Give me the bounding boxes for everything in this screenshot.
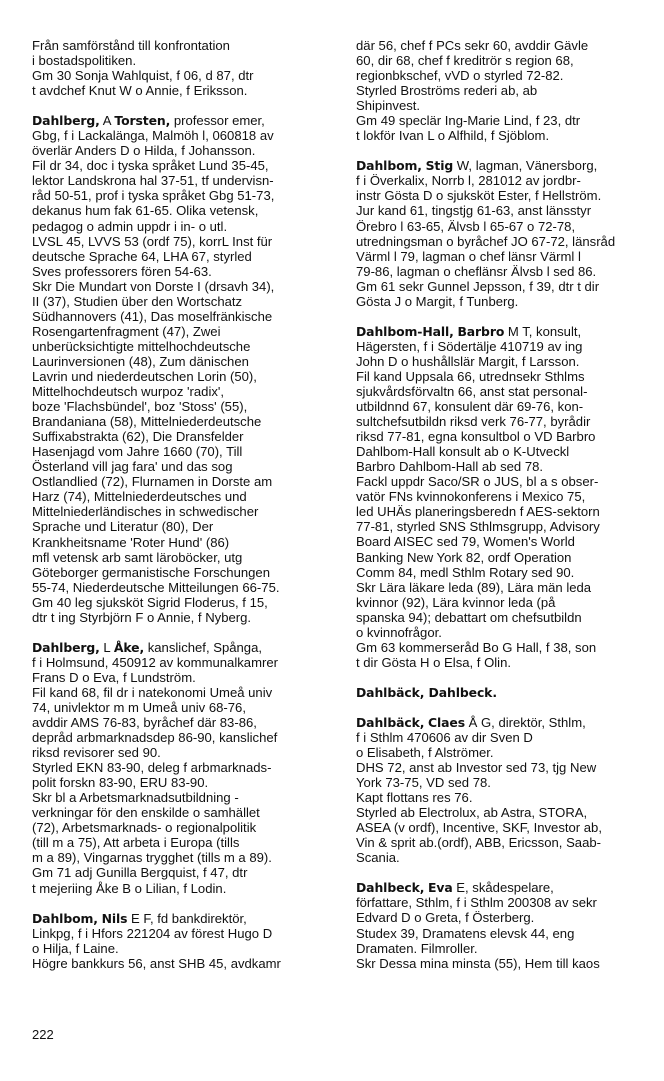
entry-title: professor emer, xyxy=(173,113,265,129)
text-line: Ostlandlied (72), Flurnamen in Dorste am xyxy=(32,474,273,490)
text-line: Jur kand 61, tingstjg 61-63, anst länsstyr xyxy=(356,203,592,219)
text-line: Gm 49 speclär Ing-Marie Lind, f 23, dtr xyxy=(356,113,581,129)
text-line: DHS 72, anst ab Investor sed 73, tjg New xyxy=(356,760,597,776)
text-line: Skr bl a Arbetsmarknadsutbildning - xyxy=(32,790,239,806)
text-line: sultchefsutbildn riksd verk 76-77, byrådir xyxy=(356,414,591,430)
entry-title: kanslichef, Spånga, xyxy=(147,639,263,655)
text-line: Mittelhochdeutsch wurpoz 'radix', xyxy=(32,384,225,400)
surname: Dahlbäck, Dahlbeck. xyxy=(356,684,497,700)
text-line: Dahlbom-Hall konsult ab o K-Utveckl xyxy=(356,444,570,460)
text-line: Gbg, f i Lackalänga, Malmöh l, 060818 av xyxy=(32,128,274,144)
biography-entry xyxy=(32,113,332,625)
text-line: t lokför Ivan L o Alfhild, f Sjöblom. xyxy=(356,128,550,144)
text-line: Örebro l 63-65, Älvsb l 65-67 o 72-78, xyxy=(356,218,576,234)
text-line: Gm 63 kommerseråd Bo G Hall, f 38, son xyxy=(356,639,597,655)
text-line: där 56, chef f PCs sekr 60, avddir Gävle xyxy=(356,38,589,53)
text-line: 77-81, styrled SNS Sthlmsgrupp, Advisory xyxy=(356,519,600,535)
text-line: Linkpg, f i Hfors 221204 av förest Hugo D xyxy=(32,925,273,941)
text-line: o Elisabeth, f Alströmer. xyxy=(356,745,494,761)
text-line: boze 'Flachsbündel', boz 'Stoss' (55), xyxy=(32,399,248,415)
entry-title: W, lagman, Vänersborg, xyxy=(456,158,598,174)
biography-entry xyxy=(32,38,332,98)
entry-heading xyxy=(32,911,332,926)
text-line: led UHÄs planeringsberedn f AES-sektorn xyxy=(356,504,600,520)
left-column xyxy=(32,38,332,986)
text-line: Board AISEC sed 79, Women's World xyxy=(356,534,575,550)
text-line: Skr Lära läkare leda (89), Lära män leda xyxy=(356,579,592,595)
text-line: spanska 94); debattart om chefsutbildn xyxy=(356,609,582,625)
given-initial: A xyxy=(102,113,111,129)
text-line: vatör FNs kvinnokonferens i Mexico 75, xyxy=(356,489,586,505)
text-line: deutsche Sprache 64, LHA 67, styrled xyxy=(32,248,252,264)
text-line: Dramaten. Filmroller. xyxy=(356,940,478,956)
text-line: Österland vill jag fara' und das sog xyxy=(32,459,233,475)
text-line: dtr t ing Styrbjörn F o Annie, f Nyberg. xyxy=(32,609,252,625)
text-line: överlär Anders D o Hilda, f Johansson. xyxy=(32,143,256,159)
text-line: Styrled EKN 83-90, deleg f arbmarknads- xyxy=(32,760,272,776)
text-line: Barbro Dahlbom-Hall ab sed 78. xyxy=(356,459,544,475)
text-line: Gm 40 leg sjuksköt Sigrid Floderus, f 15, xyxy=(32,594,268,610)
text-line: Värml l 79, lagman o chef länsr Värml l xyxy=(356,248,581,264)
entry-heading xyxy=(356,324,656,339)
entry-heading xyxy=(356,715,656,730)
entry-heading xyxy=(356,880,656,895)
text-line: Mittelniederländisches in schwedischer xyxy=(32,504,259,520)
entry-title: M T, konsult, xyxy=(507,323,582,339)
text-line: Gm 30 Sonja Wahlquist, f 06, d 87, dtr xyxy=(32,68,254,84)
text-line: (72), Arbetsmarknads- o regionalpolitik xyxy=(32,820,257,836)
text-line: 60, dir 68, chef f kreditrör s region 68, xyxy=(356,53,574,69)
text-line: Edvard D o Greta, f Österberg. xyxy=(356,910,535,926)
text-line: Från samförstånd till konfrontation xyxy=(32,38,230,53)
text-line: LVSL 45, LVVS 53 (ordf 75), korrL Inst für xyxy=(32,233,273,249)
text-line: mfl vetensk arb samt läroböcker, utg xyxy=(32,549,243,565)
text-line: f i Holmsund, 450912 av kommunalkamrer xyxy=(32,654,278,670)
given-name: Barbro xyxy=(457,323,505,339)
text-line: Shipinvest. xyxy=(356,98,421,114)
biography-entry xyxy=(356,158,656,308)
text-line: Frans D o Eva, f Lundström. xyxy=(32,669,196,685)
text-line: t avdchef Knut W o Annie, f Eriksson. xyxy=(32,83,248,99)
text-line: Styrled ab Electrolux, ab Astra, STORA, xyxy=(356,805,588,821)
biography-entry xyxy=(32,640,332,896)
text-line: 74, univlektor m m Umeå univ 68-76, xyxy=(32,699,246,715)
text-line: ASEA (v ordf), Incentive, SKF, Investor ab, xyxy=(356,820,602,836)
entry-heading xyxy=(356,685,656,700)
text-line: Brandaniana (58), Mittelniederdeutsche xyxy=(32,414,262,430)
text-line: Gösta J o Margit, f Tunberg. xyxy=(356,293,519,309)
text-line: utbildnnd 67, konsulent där 69-76, kon- xyxy=(356,399,584,415)
text-line: Hägersten, f i Södertälje 410719 av ing xyxy=(356,338,583,354)
given-name: Stig xyxy=(425,158,454,174)
surname: Dahlberg, xyxy=(32,639,100,655)
text-line: t dir Gösta H o Elsa, f Olin. xyxy=(356,654,511,670)
text-line: Laurinversionen (48), Zum dänischen xyxy=(32,353,249,369)
text-line: II (37), Studien über den Wortschatz xyxy=(32,293,243,309)
text-line: Südhannovers (41), Das moselfränkische xyxy=(32,308,273,324)
given-name: Torsten, xyxy=(114,113,171,129)
text-line: John D o hushållslär Margit, f Larsson. xyxy=(356,353,580,369)
text-line: avddir AMS 76-83, byråchef där 83-86, xyxy=(32,715,257,731)
text-line: m a 89), Vingarnas trygghet (tills m a 89). xyxy=(32,850,272,866)
text-line: riksd 77-81, egna konsultbol o VD Barbro xyxy=(356,429,596,445)
text-line: polit forskn 83-90, ERU 83-90. xyxy=(32,775,209,791)
text-line: depråd arbmarknadsdep 86-90, kanslichef xyxy=(32,730,278,746)
text-line: Fil dr 34, doc i tyska språket Lund 35-45, xyxy=(32,158,269,174)
entry-heading xyxy=(32,640,332,655)
text-line: Fil kand 68, fil dr i natekonomi Umeå univ xyxy=(32,684,273,700)
text-line: instr Gösta D o sjuksköt Ester, f Hellström. xyxy=(356,188,602,204)
biography-entry xyxy=(32,911,332,971)
given-name: Eva xyxy=(428,880,453,896)
text-line: Sprache und Literatur (80), Der xyxy=(32,519,214,535)
text-line: Rosengartenfragment (47), Zwei xyxy=(32,323,221,339)
text-line: Scania. xyxy=(356,850,400,866)
text-line: Sves professorers fören 54-63. xyxy=(32,263,212,279)
text-line: 79-86, lagman o cheflänsr Älvsb l sed 86. xyxy=(356,263,597,279)
text-line: Banking New York 82, ordf Operation xyxy=(356,549,572,565)
entry-title: Å G, direktör, Sthlm, xyxy=(468,714,586,730)
surname: Dahlbeck, xyxy=(356,880,425,896)
text-line: (till m a 75), Att arbeta i Europa (tills xyxy=(32,835,240,851)
surname: Dahlbom, xyxy=(356,158,422,174)
entry-heading xyxy=(32,113,332,128)
surname: Dahlberg, xyxy=(32,113,100,129)
text-line: Studex 39, Dramatens elevsk 44, eng xyxy=(356,925,575,941)
text-line: 55-74, Niederdeutsche Mitteilungen 66-75. xyxy=(32,579,280,595)
text-line: f i Överkalix, Norrb l, 281012 av jordbr- xyxy=(356,173,581,189)
surname: Dahlbäck, xyxy=(356,714,425,730)
text-line: i bostadspolitiken. xyxy=(32,53,137,69)
entry-title: E, skådespelare, xyxy=(456,880,554,896)
text-line: Styrled Broströms rederi ab, ab xyxy=(356,83,538,99)
right-column xyxy=(356,38,656,986)
biography-entry xyxy=(356,715,656,865)
text-line: råd 50-51, prof i tyska språket Gbg 51-73, xyxy=(32,188,275,204)
biography-entry xyxy=(356,324,656,670)
biography-entry xyxy=(356,38,656,143)
surname: Dahlbom, xyxy=(32,910,98,926)
surname: Dahlbom-Hall, xyxy=(356,323,454,339)
entry-heading xyxy=(356,158,656,173)
given-name: Claes xyxy=(427,714,465,730)
text-line: York 73-75, VD sed 78. xyxy=(356,775,491,791)
text-line: Skr Die Mundart von Dorste I (drsavh 34), xyxy=(32,278,275,294)
text-line: Vin & sprit ab.(ordf), ABB, Ericsson, Saab- xyxy=(356,835,602,851)
text-line: Kapt flottans res 76. xyxy=(356,790,473,806)
text-line: unberücksichtigte mittelhochdeutsche xyxy=(32,338,251,354)
text-line: Lavrin und niederdeutschen Lorin (50), xyxy=(32,368,257,384)
text-line: Comm 84, medl Sthlm Rotary sed 90. xyxy=(356,564,575,580)
biography-entry xyxy=(356,685,656,700)
text-line: sjukvårdsförvaltn 66, anst stat personal- xyxy=(356,383,588,399)
text-line: dekanus hum fak 61-65. Olika vetensk, xyxy=(32,203,259,219)
text-line: regionbkschef, vVD o styrled 72-82. xyxy=(356,68,564,84)
text-line: verkningar för den enskilde o samhället xyxy=(32,805,260,821)
text-line: författare, Sthlm, f i Sthlm 200308 av sekr xyxy=(356,895,597,911)
text-line: Fil kand Uppsala 66, utredns​ekr Sthlms xyxy=(356,368,585,384)
text-line: Fackl uppdr Saco/SR o JUS, bl a s obser- xyxy=(356,474,599,490)
text-line: o kvinnofrågor. xyxy=(356,624,442,640)
text-line: Krankheitsname 'Roter Hund' (86) xyxy=(32,534,230,550)
text-line: kvinnor (92), Lära kvinnor leda (på xyxy=(356,594,556,610)
text-line: Harz (74), Mittelniederdeutsches und xyxy=(32,489,247,505)
text-line: Högre bankkurs 56, anst SHB 45, avdkamr xyxy=(32,955,281,971)
text-line: Suffixabstrakta (62), Die Dransfelder xyxy=(32,429,244,445)
text-line: pedagog o admin uppdr i in- o utl. xyxy=(32,218,228,234)
text-line: lektor Landskrona hal 37-51, tf undervisn- xyxy=(32,173,274,189)
text-line: t mejeriing Åke B o Lilian, f Lodin. xyxy=(32,880,227,896)
entry-title: E F, fd bankdirektör, xyxy=(131,910,247,926)
given-initial: L xyxy=(103,639,111,655)
text-line: utredningsman o byråchef JO 67-72, länsråd xyxy=(356,233,616,249)
text-line: Göteborger germanistische Forschungen xyxy=(32,564,270,580)
text-line: Skr Dessa mina minsta (55), Hem till kaos xyxy=(356,955,600,971)
page-number: 222 xyxy=(32,1027,54,1042)
given-name: Nils xyxy=(101,910,128,926)
given-name: Åke, xyxy=(113,639,145,655)
biography-entry xyxy=(356,880,656,970)
text-line: Gm 61 sekr Gunnel Jepsson, f 39, dtr t dir xyxy=(356,278,600,294)
text-line: Hasenjagd vom Jahre 1660 (70), Till xyxy=(32,444,243,460)
text-line: Gm 71 adj Gunilla Bergquist, f 47, dtr xyxy=(32,865,248,881)
text-line: f i Sthlm 470606 av dir Sven D xyxy=(356,729,533,745)
text-line: riksd revisorer sed 90. xyxy=(32,745,161,761)
text-line: o Hilja, f Laine. xyxy=(32,940,119,956)
